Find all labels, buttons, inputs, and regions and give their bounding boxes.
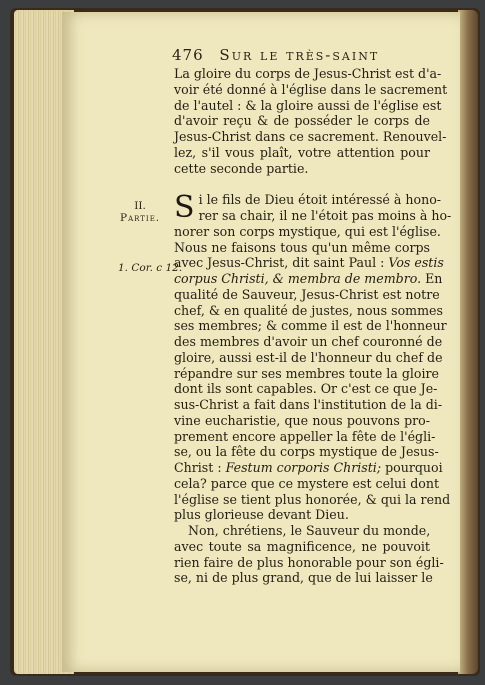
text-line: cela? parce que ce mystere est celui dont — [174, 475, 440, 491]
text-segment: pourquoi — [381, 460, 443, 475]
paragraph-gap — [174, 176, 430, 192]
text-line: plus glorieuse devant Dieu. — [174, 507, 349, 523]
text-line: rien faire de plus honorable pour son égli- — [174, 554, 444, 570]
text-line: avec toute sa magnificence, ne pouvoit — [174, 538, 430, 554]
paragraph-2 — [174, 190, 452, 523]
part-number: II. — [134, 200, 146, 212]
text-line: i le fils de Dieu étoit intéressé à hono- — [198, 192, 442, 208]
page-number: 476 — [172, 46, 204, 64]
text-line: norer son corps mystique, qui est l'église. — [174, 223, 441, 239]
running-title: Sur le très-saint — [219, 46, 380, 64]
text-segment: Christ : — [174, 460, 226, 475]
text-segment: En — [421, 271, 443, 286]
paragraph-3 — [174, 523, 444, 586]
running-header — [172, 46, 412, 64]
margin-part-note — [120, 200, 160, 224]
latin-quote: Festum corporis Christi; — [225, 460, 382, 475]
text-line: de l'autel : & la gloire aussi de l'église est — [174, 97, 442, 113]
text-line: ses membres; & comme il est de l'honneur — [174, 318, 447, 334]
latin-quote: Vos estis — [388, 255, 444, 271]
text-line: La gloire du corps de Jesus-Christ est d'a- — [174, 66, 442, 81]
drop-cap: S — [174, 190, 195, 226]
text-line: dont ils sont capables. Or c'est ce que Je- — [174, 381, 438, 397]
text-line: voir été donné à l'église dans le sacrement — [174, 81, 448, 97]
text-line: Nous ne faisons tous qu'un même corps — [174, 239, 430, 255]
text-line: qualité de Sauveur, Jesus-Christ est notre — [174, 286, 440, 302]
text-line — [174, 271, 443, 287]
text-line: des membres d'avoir un chef couronné de — [174, 334, 443, 349]
text-line: l'église se tient plus honorée, & qui la rend — [174, 491, 451, 507]
part-label: Partie. — [120, 212, 161, 224]
text-line: gloire, aussi est-il de l'honneur du chef de — [174, 349, 443, 365]
text-line: sus-Christ a fait dans l'institution de la di- — [174, 397, 443, 412]
text-line: répandre sur ses membres toute la gloire — [174, 365, 439, 381]
text-line: rer sa chair, il ne l'étoit pas moins à ho- — [198, 208, 452, 223]
text-line — [174, 255, 444, 271]
text-line: se, ou la fête du corps mystique de Jesus- — [174, 444, 439, 460]
latin-quote: corpus Christi, & membra de membro. — [174, 271, 422, 286]
text-line: Jesus-Christ dans ce sacrement. Renouvel- — [174, 129, 447, 144]
text-line: prement encore appeller la fête de l'égli- — [174, 428, 436, 444]
text-line: chef, & en qualité de justes, nous sommes — [174, 302, 443, 318]
page-body — [174, 66, 452, 586]
paragraph-1 — [174, 66, 448, 176]
text-line: vine eucharistie, que nous pouvons pro- — [174, 412, 430, 428]
text-line: d'avoir reçu & de posséder le corps de — [174, 113, 430, 129]
book-right-edge — [458, 10, 478, 674]
text-line: Non, chrétiens, le Sauveur du monde, — [188, 523, 431, 538]
text-line: se, ni de plus grand, que de lui laisser le — [174, 570, 433, 586]
text-line: cette seconde partie. — [174, 160, 309, 176]
margin-reference: 1. Cor. c 12. — [118, 262, 183, 274]
text-line: lez, s'il vous plaît, votre attention pour — [174, 144, 430, 160]
text-line — [174, 460, 443, 476]
text-segment: avec Jesus-Christ, dit saint Paul : — [174, 255, 389, 271]
